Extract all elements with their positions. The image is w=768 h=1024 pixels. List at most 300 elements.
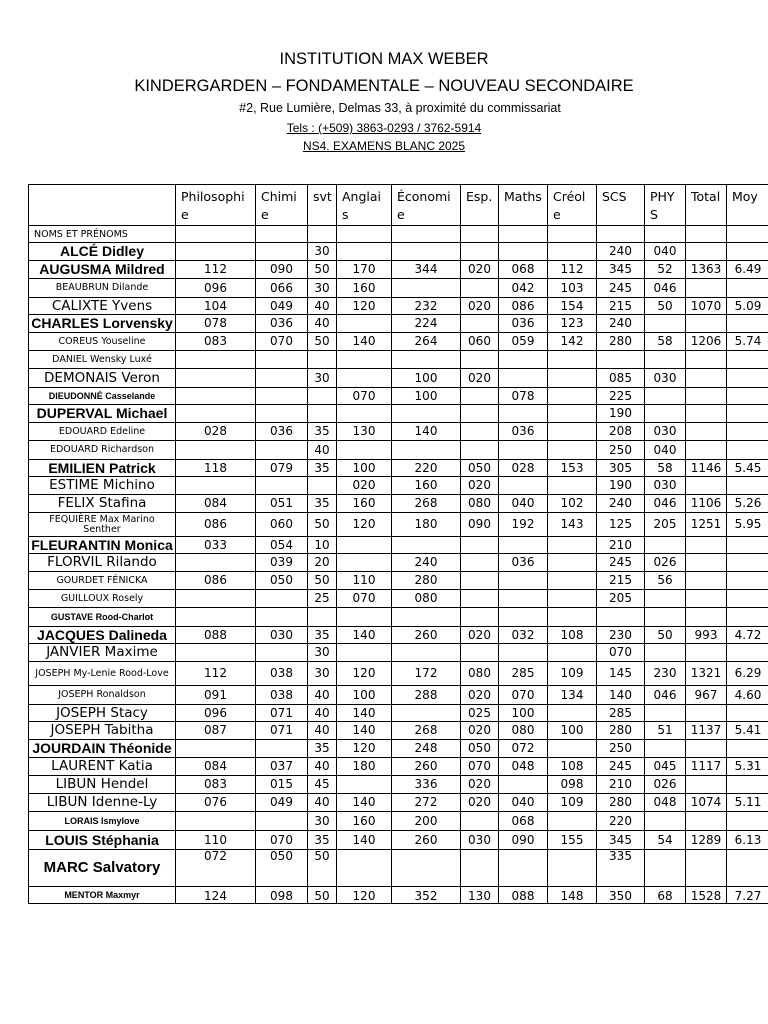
grade-cell: 076 [176,794,256,812]
grade-cell: 30 [308,279,337,298]
grade-cell [548,740,597,758]
grade-cell: 120 [337,887,392,904]
table-row [29,388,768,405]
grade-cell: 110 [337,572,392,590]
grade-cell [645,315,686,333]
grade-cell: 180 [392,513,461,537]
grade-cell [548,572,597,590]
grade-cell: 170 [337,261,392,279]
grade-cell [548,388,597,405]
grade-cell: 1321 [686,662,727,686]
grade-cell: 50 [308,261,337,279]
grade-cell [392,850,461,887]
grade-cell: 50 [645,298,686,315]
student-name: JACQUES Dalineda [29,627,176,644]
column-header: Esp. [461,185,499,226]
grade-cell: 140 [337,831,392,850]
grade-cell [645,740,686,758]
grade-cell: 083 [176,776,256,794]
table-row [29,705,768,722]
grade-cell: 180 [337,758,392,776]
student-name: CALIXTE Yvens [29,298,176,315]
column-header: Chimie [256,185,308,226]
grade-cell: 118 [176,460,256,477]
grade-cell [461,554,499,572]
student-name: ALCÉ Didley [29,243,176,261]
grade-cell [461,315,499,333]
table-row [29,423,768,441]
grade-cell: 145 [597,662,645,686]
grade-cell: 080 [461,662,499,686]
student-name: GUSTAVE Rood-Charlot [29,608,176,627]
grade-cell: 140 [337,705,392,722]
grade-cell: 072 [176,850,256,887]
grade-cell: 090 [499,831,548,850]
grade-cell: 35 [308,495,337,513]
grade-cell: 100 [337,460,392,477]
grade-cell [686,279,727,298]
grade-cell [727,369,768,388]
grade-cell: 160 [392,477,461,495]
grade-cell [686,315,727,333]
grade-cell [686,405,727,423]
grade-cell: 240 [597,315,645,333]
grade-cell: 1146 [686,460,727,477]
empty-cell [727,226,768,243]
grade-cell [727,740,768,758]
grade-cell: 112 [548,261,597,279]
grade-cell [499,243,548,261]
grade-cell: 140 [337,794,392,812]
grade-cell: 020 [337,477,392,495]
grade-cell: 098 [548,776,597,794]
grade-cell: 068 [499,261,548,279]
empty-cell [392,226,461,243]
grade-cell: 038 [256,662,308,686]
grade-cell [176,608,256,627]
grade-cell [727,812,768,831]
grade-cell: 1106 [686,495,727,513]
grade-cell: 020 [461,722,499,740]
grade-cell: 096 [176,705,256,722]
grade-cell: 250 [597,740,645,758]
grade-cell: 088 [499,887,548,904]
grade-cell: 036 [256,423,308,441]
grade-cell: 100 [392,388,461,405]
table-row [29,722,768,740]
grade-cell: 4.72 [727,627,768,644]
table-row [29,369,768,388]
grade-cell: 50 [308,333,337,351]
column-header: Créole [548,185,597,226]
grade-cell: 030 [645,477,686,495]
grade-cell [176,740,256,758]
grade-cell: 030 [645,423,686,441]
grade-cell: 245 [597,758,645,776]
table-row [29,590,768,608]
grade-cell: 967 [686,686,727,705]
grade-cell: 085 [597,369,645,388]
school-address: #2, Rue Lumière, Delmas 33, à proximité du commissariat [239,101,561,115]
grade-cell [645,705,686,722]
grade-cell [686,705,727,722]
student-name: JOSEPH Stacy [29,705,176,722]
grade-cell: 45 [308,776,337,794]
table-row [29,554,768,572]
grade-cell: 68 [645,887,686,904]
grade-cell: 084 [176,758,256,776]
grade-cell [461,572,499,590]
grade-cell: 280 [392,572,461,590]
grade-cell: 148 [548,887,597,904]
grade-cell [597,608,645,627]
grade-cell: 048 [499,758,548,776]
grade-cell [337,608,392,627]
grade-cell: 245 [597,279,645,298]
student-name: EDOUARD Richardson [29,441,176,460]
grade-cell: 090 [256,261,308,279]
grade-cell: 112 [176,662,256,686]
grade-cell [337,554,392,572]
grade-cell [727,608,768,627]
grade-cell [548,812,597,831]
grade-cell: 036 [256,315,308,333]
grade-cell: 020 [461,627,499,644]
empty-cell [337,226,392,243]
grade-cell: 50 [308,572,337,590]
grade-cell [727,776,768,794]
grade-cell: 098 [256,887,308,904]
grade-cell: 272 [392,794,461,812]
grade-cell [499,441,548,460]
grade-cell: 50 [308,513,337,537]
grade-cell: 040 [645,243,686,261]
grade-cell: 240 [597,243,645,261]
grade-cell [461,423,499,441]
student-name: JANVIER Maxime [29,644,176,662]
grade-cell: 190 [597,477,645,495]
grade-cell: 050 [461,740,499,758]
grade-cell: 210 [597,537,645,554]
grade-cell: 086 [176,572,256,590]
grade-cell [727,572,768,590]
student-name: BEAUBRUN Dilande [29,279,176,298]
grade-cell [337,644,392,662]
grade-cell: 130 [337,423,392,441]
grade-cell [461,644,499,662]
table-row [29,315,768,333]
grade-cell: 070 [256,333,308,351]
grade-cell [597,351,645,369]
grade-cell: 245 [597,554,645,572]
student-name: MARC Salvatory [29,850,176,887]
student-name: MENTOR Maxmyr [29,887,176,904]
grade-cell: 1528 [686,887,727,904]
student-name: FEQUIÈRE Max Marino Senther [29,513,176,537]
grade-cell [337,537,392,554]
grade-cell [686,776,727,794]
grade-cell: 124 [176,887,256,904]
table-row [29,537,768,554]
grade-cell [461,279,499,298]
grade-cell: 50 [308,850,337,887]
grade-cell: 120 [337,513,392,537]
grade-cell [548,243,597,261]
grade-cell [392,351,461,369]
grade-cell [461,812,499,831]
grade-cell: 345 [597,261,645,279]
grade-cell [256,608,308,627]
student-name: JOSEPH Ronaldson [29,686,176,705]
grade-cell: 070 [499,686,548,705]
grade-cell [686,608,727,627]
grade-cell [727,705,768,722]
grade-cell: 140 [337,627,392,644]
student-name: LIBUN Idenne-Ly [29,794,176,812]
grade-cell: 288 [392,686,461,705]
table-row [29,333,768,351]
grade-cell: 280 [597,794,645,812]
grade-cell [392,705,461,722]
grade-cell [499,644,548,662]
grade-cell [392,279,461,298]
grade-cell: 220 [392,460,461,477]
table-row [29,460,768,477]
grade-cell [256,477,308,495]
grade-cell [176,590,256,608]
names-column-label: NOMS ET PRÉNOMS [29,226,176,243]
grade-cell: 6.49 [727,261,768,279]
grade-cell: 084 [176,495,256,513]
grade-cell: 230 [645,662,686,686]
grade-cell: 260 [392,627,461,644]
grade-cell [548,644,597,662]
grade-cell: 020 [461,369,499,388]
grade-cell: 40 [308,315,337,333]
grade-cell: 30 [308,662,337,686]
grade-cell: 110 [176,831,256,850]
header-name-column [29,185,176,226]
grade-cell: 30 [308,644,337,662]
grade-cell: 070 [256,831,308,850]
grade-cell [256,590,308,608]
grade-cell: 049 [256,794,308,812]
grade-cell: 264 [392,333,461,351]
grade-cell: 086 [499,298,548,315]
table-row [29,298,768,315]
grade-cell [499,850,548,887]
grade-cell [727,423,768,441]
grade-cell: 1363 [686,261,727,279]
grade-cell [686,369,727,388]
grade-cell: 040 [645,441,686,460]
grade-cell [337,850,392,887]
grade-cell: 071 [256,705,308,722]
student-name: JOURDAIN Théonide [29,740,176,758]
grade-cell: 10 [308,537,337,554]
grade-cell [461,590,499,608]
grade-cell: 5.09 [727,298,768,315]
grade-cell: 35 [308,627,337,644]
grade-cell [461,441,499,460]
grade-cell [645,537,686,554]
grade-cell: 140 [337,722,392,740]
table-row [29,831,768,850]
grade-cell: 020 [461,686,499,705]
grade-cell: 25 [308,590,337,608]
grade-cell: 1251 [686,513,727,537]
table-row [29,812,768,831]
grade-cell: 260 [392,831,461,850]
grade-cell [727,315,768,333]
student-name: LAURENT Katia [29,758,176,776]
grade-cell: 1070 [686,298,727,315]
grade-cell: 1117 [686,758,727,776]
grade-cell: 172 [392,662,461,686]
grade-cell: 4.60 [727,686,768,705]
school-phones: Tels : (+509) 3863-0293 / 3762-5914 [286,121,482,135]
grade-cell [308,388,337,405]
grade-cell: 215 [597,572,645,590]
student-name: DIEUDONNÉ Casselande [29,388,176,405]
grade-cell: 028 [499,460,548,477]
grade-cell [548,554,597,572]
student-name: DANIEL Wensky Luxé [29,351,176,369]
grade-cell: 7.27 [727,887,768,904]
column-header: Maths [499,185,548,226]
student-name: EMILIEN Patrick [29,460,176,477]
grade-cell: 5.31 [727,758,768,776]
grade-cell [308,405,337,423]
grade-cell [176,405,256,423]
grade-cell: 108 [548,627,597,644]
grade-cell: 060 [256,513,308,537]
student-name: EDOUARD Edeline [29,423,176,441]
grade-cell [499,405,548,423]
grade-cell: 020 [461,477,499,495]
grade-cell [727,243,768,261]
grade-cell [499,537,548,554]
grade-cell [499,608,548,627]
grade-cell [548,441,597,460]
column-header: svt [308,185,337,226]
grade-cell [461,388,499,405]
grade-cell: 35 [308,423,337,441]
grade-cell: 048 [645,794,686,812]
table-row [29,644,768,662]
grade-cell: 285 [597,705,645,722]
grade-cell [256,644,308,662]
grade-cell [176,441,256,460]
grade-cell: 120 [337,662,392,686]
student-name: DEMONAIS Veron [29,369,176,388]
student-name: FLEURANTIN Monica [29,537,176,554]
grade-cell [461,351,499,369]
grade-cell [727,554,768,572]
student-name: ESTIME Michino [29,477,176,495]
column-header: Moy [727,185,768,226]
grade-cell: 335 [597,850,645,887]
student-name: COREUS Youseline [29,333,176,351]
grade-cell [727,405,768,423]
grade-cell [548,351,597,369]
student-name: LORAIS Ismylove [29,812,176,831]
grade-cell: 050 [256,850,308,887]
student-name: JOSEPH My-Lenie Rood-Love [29,662,176,686]
grade-cell: 205 [597,590,645,608]
grade-cell [548,705,597,722]
grade-cell: 225 [597,388,645,405]
grade-cell [686,554,727,572]
grade-cell: 140 [392,423,461,441]
grade-cell: 142 [548,333,597,351]
grade-cell: 344 [392,261,461,279]
grade-cell [337,776,392,794]
grade-cell: 068 [499,812,548,831]
grade-cell [256,740,308,758]
school-levels-subtitle: KINDERGARDEN – FONDAMENTALE – NOUVEAU SECONDAIRE [134,77,634,95]
grade-cell: 1074 [686,794,727,812]
grade-cell: 240 [392,554,461,572]
student-name: LOUIS Stéphania [29,831,176,850]
table-header-row [29,185,768,226]
grade-cell: 155 [548,831,597,850]
grade-cell: 080 [461,495,499,513]
grade-cell [499,590,548,608]
grade-cell: 050 [461,460,499,477]
table-row [29,850,768,887]
grades-table [28,184,768,904]
grade-cell [686,590,727,608]
grade-cell: 143 [548,513,597,537]
grade-cell: 160 [337,279,392,298]
grade-cell: 054 [256,537,308,554]
table-row [29,513,768,537]
grade-cell [548,608,597,627]
grade-cell [645,812,686,831]
student-name: JOSEPH Tabitha [29,722,176,740]
grade-cell: 070 [597,644,645,662]
grade-cell: 5.26 [727,495,768,513]
grade-cell: 030 [256,627,308,644]
grade-cell: 51 [645,722,686,740]
grade-cell: 154 [548,298,597,315]
grade-cell: 280 [597,333,645,351]
grade-cell: 102 [548,495,597,513]
grade-cell: 070 [337,590,392,608]
grade-cell: 086 [176,513,256,537]
grade-cell: 079 [256,460,308,477]
column-header: Total [686,185,727,226]
grade-cell: 35 [308,740,337,758]
grade-cell: 30 [308,243,337,261]
column-header: Anglais [337,185,392,226]
student-name: GUILLOUX Rosely [29,590,176,608]
grade-cell: 35 [308,460,337,477]
grade-cell: 045 [645,758,686,776]
grade-cell [256,405,308,423]
grade-cell [548,405,597,423]
table-row [29,495,768,513]
grade-cell: 108 [548,758,597,776]
grade-cell: 103 [548,279,597,298]
grade-cell: 5.95 [727,513,768,537]
grade-cell: 140 [337,333,392,351]
grade-cell [499,351,548,369]
grade-cell: 046 [645,686,686,705]
grade-cell [256,441,308,460]
table-row [29,608,768,627]
